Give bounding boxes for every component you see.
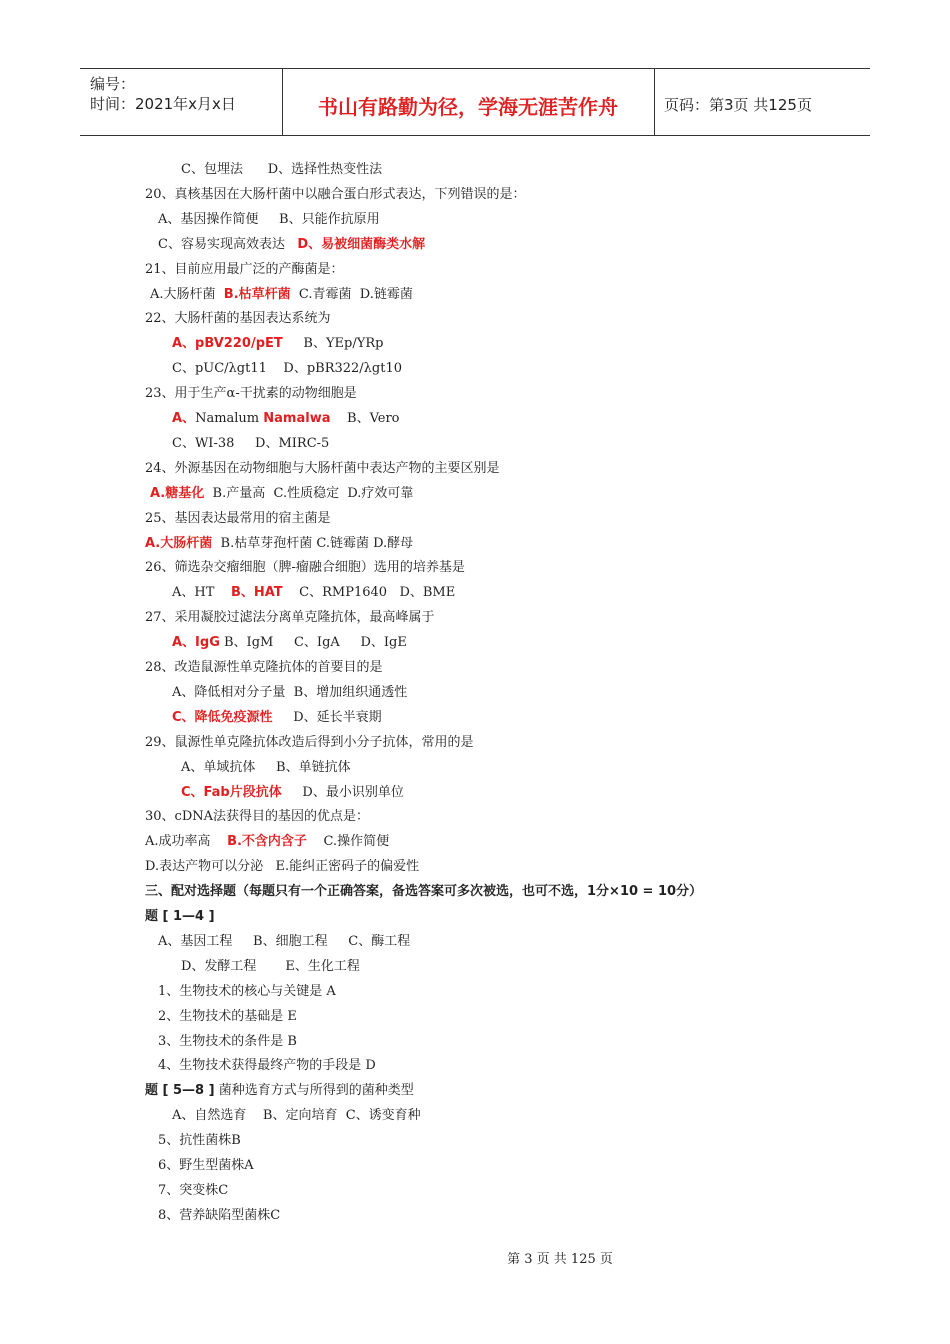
answer-highlight: A、 — [172, 411, 196, 426]
time-label: 时间：2021年x月x日 — [90, 95, 236, 113]
text-line — [145, 185, 526, 205]
text-line — [145, 907, 215, 927]
text-line — [172, 683, 407, 703]
text-line — [181, 783, 404, 803]
line-text: 8、营养缺陷型菌株C — [158, 1207, 281, 1223]
text-line — [158, 1206, 280, 1226]
line-text: D、延长半衰期 — [272, 709, 382, 725]
header-page-info: 页码：第3页 共125页 — [664, 96, 812, 114]
line-text: B.枯草芽孢杆菌 C.链霉菌 D.酵母 — [212, 535, 414, 551]
line-text: B、YEp/YRp — [282, 336, 384, 352]
text-line — [150, 285, 413, 305]
section-heading-text: 三、配对选择题（每题只有一个正确答案，备选答案可多次被选，也可不选，1分×10 = 10分） — [145, 884, 703, 900]
text-line — [172, 633, 407, 653]
line-text: A、基因工程 B、细胞工程 C、酶工程 — [158, 933, 411, 949]
line-text: 27、采用凝胶过滤法分离单克隆抗体，最高峰属于 — [145, 610, 435, 626]
line-text: 菌种选育方式与所得到的菌种类型 — [214, 1083, 414, 1099]
line-text: A.成功率高 — [145, 834, 228, 850]
text-line — [145, 832, 389, 852]
text-line — [145, 807, 369, 827]
line-text: A、自然选育 B、定向培育 C、诱变育种 — [172, 1108, 421, 1124]
text-line — [150, 484, 413, 504]
section-heading-text: 题 [ 5—8 ] — [145, 1083, 215, 1099]
text-line — [145, 384, 357, 404]
line-text: 3、生物技术的条件是 B — [158, 1033, 297, 1049]
answer-highlight: A.大肠杆菌 — [145, 535, 213, 551]
line-text: 23、用于生产α-干扰素的动物细胞是 — [145, 386, 357, 402]
line-text: D.表达产物可以分泌 E.能纠正密码子的偏爱性 — [145, 859, 420, 875]
text-line — [145, 459, 500, 479]
text-line — [158, 210, 380, 230]
section-heading-text: 题 [ 1—4 ] — [145, 909, 215, 924]
text-line — [158, 1181, 228, 1201]
text-line — [145, 608, 435, 628]
header-motto-cell — [282, 69, 655, 135]
line-text: A.大肠杆菌 — [150, 286, 224, 302]
text-line — [145, 882, 702, 902]
text-line — [172, 708, 382, 728]
text-line — [172, 434, 329, 454]
page-footer: 第 3 页 共 125 页 — [507, 1252, 613, 1267]
line-text: 29、鼠源性单克隆抗体改造后得到小分子抗体，常用的是 — [145, 734, 474, 750]
text-line — [145, 733, 474, 753]
text-line — [158, 982, 336, 1002]
line-text: B、Vero — [330, 411, 400, 426]
line-text: B.产量高 C.性质稳定 D.疗效可靠 — [204, 485, 414, 501]
text-line — [181, 957, 360, 977]
text-line — [145, 658, 383, 678]
text-line — [181, 758, 351, 778]
number-label: 编号： — [90, 75, 136, 93]
text-line — [145, 1081, 414, 1101]
line-text: A、降低相对分子量 B、增加组织通透性 — [172, 684, 408, 700]
line-text: A、单域抗体 B、单链抗体 — [181, 759, 351, 775]
answer-highlight: A、pBV220/pET — [172, 336, 283, 352]
text-line — [158, 1007, 297, 1027]
line-text: 5、抗性菌株B — [158, 1133, 241, 1149]
answer-highlight: Namalwa — [263, 411, 331, 426]
text-line — [172, 359, 402, 379]
text-line — [158, 1056, 376, 1076]
line-text: C、WI-38 D、MIRC-5 — [172, 435, 330, 451]
text-line — [145, 534, 413, 554]
answer-highlight: C、Fab片段抗体 — [181, 784, 282, 800]
line-text: C、RMP1640 D、BME — [282, 585, 456, 601]
text-line — [172, 583, 455, 603]
text-line — [145, 309, 331, 329]
line-text: 28、改造鼠源性单克隆抗体的首要目的是 — [145, 660, 383, 675]
line-text: A、HT — [172, 585, 231, 601]
line-text: D、最小识别单位 — [281, 784, 404, 800]
text-line — [172, 334, 383, 354]
text-line — [181, 160, 382, 180]
header-motto: 书山有路勤为径，学海无涯苦作舟 — [318, 95, 618, 119]
line-text: Namalum — [195, 411, 264, 426]
header-right-cell — [654, 69, 870, 135]
text-line — [172, 1106, 421, 1126]
text-line — [158, 1156, 254, 1176]
text-line — [145, 509, 331, 529]
answer-highlight: A、IgG — [172, 635, 220, 651]
line-text: 24、外源基因在动物细胞与大肠杆菌中表达产物的主要区别是 — [145, 460, 500, 476]
line-text: D、发酵工程 E、生化工程 — [181, 958, 360, 974]
line-text: 20、真核基因在大肠杆菌中以融合蛋白形式表达，下列错误的是： — [145, 186, 526, 202]
line-text: C、包埋法 D、选择性热变性法 — [181, 162, 383, 177]
header-left-cell — [80, 69, 283, 135]
answer-highlight: C、降低免疫源性 — [172, 709, 273, 725]
text-line — [158, 932, 410, 952]
page-header — [80, 68, 870, 136]
line-text: 1、生物技术的核心与关键是 A — [158, 983, 336, 999]
text-line — [158, 235, 425, 255]
answer-highlight: B.枯草杆菌 — [223, 286, 291, 302]
answer-highlight: B.不含内含子 — [227, 834, 307, 850]
text-line — [158, 1131, 241, 1151]
text-line — [158, 1032, 297, 1052]
answer-highlight: B、HAT — [230, 585, 283, 601]
line-text: 4、生物技术获得最终产物的手段是 D — [158, 1058, 376, 1074]
line-text: C.操作简便 — [306, 834, 390, 850]
line-text: C、pUC/λgt11 D、pBR322/λgt10 — [172, 361, 403, 377]
line-text: 30、cDNA法获得目的基因的优点是： — [145, 809, 370, 825]
line-text: 25、基因表达最常用的宿主菌是 — [145, 510, 331, 526]
text-line — [172, 409, 400, 429]
text-line — [145, 558, 465, 578]
line-text: 2、生物技术的基础是 E — [158, 1008, 297, 1024]
line-text: 26、筛选杂交瘤细胞（脾-瘤融合细胞）选用的培养基是 — [145, 560, 465, 576]
line-text: C、容易实现高效表达 — [158, 236, 298, 252]
text-line — [145, 857, 419, 877]
line-text: 22、大肠杆菌的基因表达系统为 — [145, 311, 331, 327]
line-text: 6、野生型菌株A — [158, 1158, 254, 1173]
answer-highlight: D、易被细菌酶类水解 — [297, 236, 426, 252]
line-text: 21、目前应用最广泛的产酶菌是： — [145, 261, 344, 277]
line-text: 7、突变株C — [158, 1182, 229, 1198]
text-line — [145, 260, 344, 280]
answer-highlight: A.糖基化 — [150, 485, 205, 501]
line-text: A、基因操作简便 B、只能作抗原用 — [158, 211, 380, 227]
line-text: C.青霉菌 D.链霉菌 — [290, 286, 413, 302]
line-text: B、IgM C、IgA D、IgE — [219, 635, 407, 651]
